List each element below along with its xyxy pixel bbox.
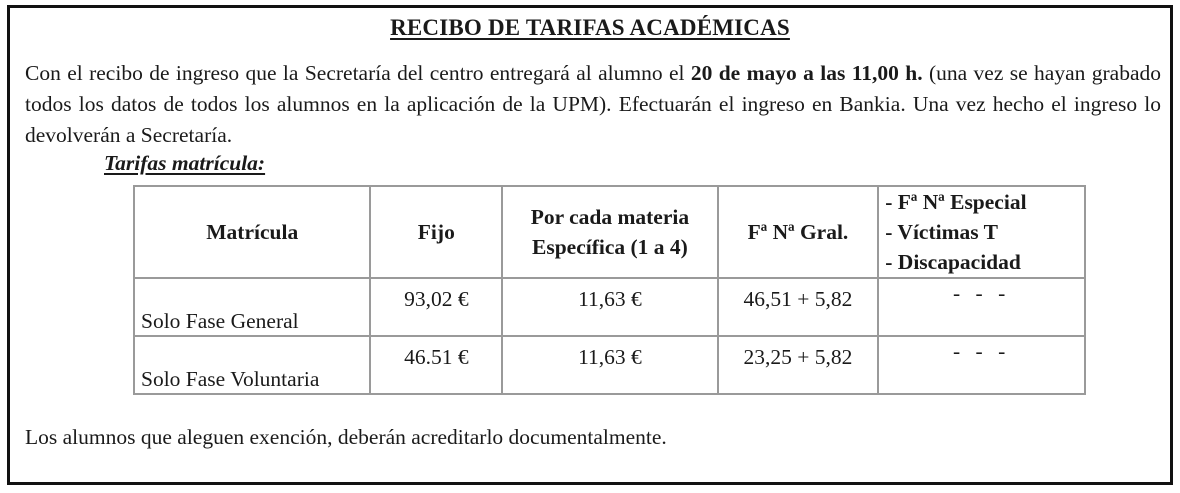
table-row bbox=[134, 278, 1085, 336]
header-exempt-line3: - Discapacidad bbox=[885, 250, 1021, 274]
header-materia-line1: Por cada materia bbox=[530, 205, 690, 229]
footer-note: Los alumnos que aleguen exención, deberán acreditarlo documentalmente. bbox=[25, 425, 667, 449]
header-fijo: Fijo bbox=[370, 186, 502, 278]
header-fn-gral: Fª Nª Gral. bbox=[718, 186, 879, 278]
fees-table bbox=[133, 185, 1086, 395]
header-materia bbox=[502, 186, 718, 278]
cell-fijo: 46.51 € bbox=[370, 336, 502, 394]
header-exempt-line2: - Víctimas T bbox=[885, 220, 998, 244]
intro-paragraph bbox=[25, 58, 1161, 151]
intro-text-end: (una vez se hayan grabado todos los datos de todos los alumnos en la aplicación de la UPM). Efectuarán el ingreso en Bankia. Una vez hecho el ingreso lo devolverán a Secretaría. bbox=[25, 61, 1161, 147]
row-label: Solo Fase Voluntaria bbox=[134, 336, 370, 394]
cell-fn-gral: 23,25 + 5,82 bbox=[718, 336, 879, 394]
table-row bbox=[134, 336, 1085, 394]
cell-fn-gral: 46,51 + 5,82 bbox=[718, 278, 879, 336]
header-materia-line2: Específica (1 a 4) bbox=[532, 235, 688, 259]
document-title: RECIBO DE TARIFAS ACADÉMICAS bbox=[390, 15, 790, 40]
intro-text-start: Con el recibo de ingreso que la Secretaría del centro entregará al alumno el bbox=[25, 61, 691, 85]
cell-fijo: 93,02 € bbox=[370, 278, 502, 336]
cell-materia: 11,63 € bbox=[502, 278, 718, 336]
cell-materia: 11,63 € bbox=[502, 336, 718, 394]
header-exempt-line1: - Fª Nª Especial bbox=[885, 190, 1027, 214]
fees-subheading: Tarifas matrícula: bbox=[104, 151, 266, 175]
cell-exempt: - - - bbox=[878, 336, 1085, 394]
intro-date-highlight: 20 de mayo a las 11,00 h. bbox=[690, 61, 923, 85]
cell-exempt: - - - bbox=[878, 278, 1085, 336]
header-matricula: Matrícula bbox=[134, 186, 370, 278]
document-frame bbox=[7, 5, 1173, 485]
row-label: Solo Fase General bbox=[134, 278, 370, 336]
header-exemptions bbox=[878, 186, 1085, 278]
table-header-row bbox=[134, 186, 1085, 278]
